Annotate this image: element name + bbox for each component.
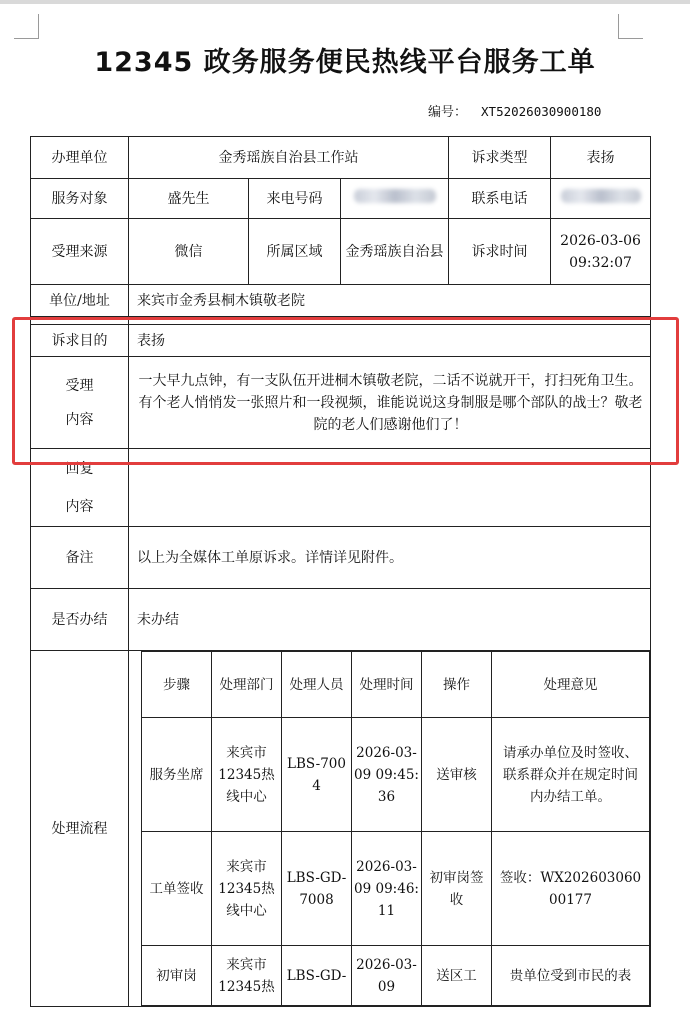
serial-label: 编号： — [428, 105, 468, 120]
flow-row — [142, 832, 650, 946]
content-label-line1: 受理 — [65, 377, 94, 394]
purpose-value: 表扬 — [129, 325, 651, 357]
crop-mark-top-left — [14, 14, 39, 39]
flow-row — [142, 718, 650, 832]
content-label — [31, 357, 129, 449]
serial-number — [428, 101, 601, 120]
flow-step: 服务坐席 — [142, 718, 212, 832]
flow-dept: 来宾市12345热 — [212, 946, 282, 1006]
target-label: 服务对象 — [31, 179, 129, 219]
flow-opinion: 签收：WX20260306000177 — [492, 832, 650, 946]
flow-row — [142, 946, 650, 1006]
flow-time: 2026-03-09 — [352, 946, 422, 1006]
flow-step: 初审岗 — [142, 946, 212, 1006]
contact-value-redacted — [551, 179, 651, 219]
reply-label-line2: 内容 — [65, 498, 94, 515]
page-top-edge — [0, 0, 690, 4]
note-value: 以上为全媒体工单原诉求。详情详见附件。 — [129, 527, 651, 589]
flow-header-person: 处理人员 — [282, 652, 352, 718]
type-value: 表扬 — [551, 137, 651, 179]
content-value: 一大早九点钟，有一支队伍开进桐木镇敬老院，二话不说就开干，打扫死角卫生。有个老人悄悄发一张照片和一段视频，谁能说说这身制服是哪个部队的战士？敬老院的老人们感谢他们了！ — [129, 357, 651, 449]
flow-person: LBS-GD- — [282, 946, 352, 1006]
redaction-blur — [354, 189, 436, 203]
flow-time: 2026-03-09 09:46:11 — [352, 832, 422, 946]
flow-op: 初审岗签收 — [422, 832, 492, 946]
flow-container — [129, 651, 651, 1007]
phone-label: 来电号码 — [249, 179, 341, 219]
unit-value: 金秀瑶族自治县工作站 — [129, 137, 449, 179]
work-order-table — [30, 136, 651, 1007]
document-title: 12345 政务服务便民热线平台服务工单 — [94, 47, 596, 78]
time-date: 2026-03-06 — [560, 232, 641, 249]
flow-table — [141, 651, 650, 1006]
flow-header-row — [142, 652, 650, 718]
flow-dept: 来宾市12345热线中心 — [212, 832, 282, 946]
target-value: 盛先生 — [129, 179, 249, 219]
address-value: 来宾市金秀县桐木镇敬老院 — [129, 285, 651, 317]
flow-dept: 来宾市12345热线中心 — [212, 718, 282, 832]
done-label: 是否办结 — [31, 589, 129, 651]
flow-opinion: 请承办单位及时签收、联系群众并在规定时间内办结工单。 — [492, 718, 650, 832]
flow-opinion: 贵单位受到市民的表 — [492, 946, 650, 1006]
reply-value — [129, 449, 651, 527]
reply-label-line1: 回复 — [65, 460, 94, 477]
serial-value: XT52026030900180 — [481, 104, 602, 119]
flow-header-step: 步骤 — [142, 652, 212, 718]
time-label: 诉求时间 — [449, 219, 551, 285]
source-label: 受理来源 — [31, 219, 129, 285]
contact-label: 联系电话 — [449, 179, 551, 219]
reply-label — [31, 449, 129, 527]
flow-op: 送区工 — [422, 946, 492, 1006]
time-value — [551, 219, 651, 285]
region-label: 所属区域 — [249, 219, 341, 285]
flow-step: 工单签收 — [142, 832, 212, 946]
flow-time: 2026-03-09 09:45:36 — [352, 718, 422, 832]
region-value: 金秀瑶族自治县 — [341, 219, 449, 285]
address-label: 单位/地址 — [31, 285, 129, 317]
redaction-blur — [561, 189, 641, 203]
flow-header-op: 操作 — [422, 652, 492, 718]
flow-header-opinion: 处理意见 — [492, 652, 650, 718]
unit-label: 办理单位 — [31, 137, 129, 179]
source-value: 微信 — [129, 219, 249, 285]
type-label: 诉求类型 — [449, 137, 551, 179]
time-clock: 09:32:07 — [569, 254, 632, 271]
flow-person: LBS-7004 — [282, 718, 352, 832]
content-label-line2: 内容 — [65, 411, 94, 428]
flow-person: LBS-GD-7008 — [282, 832, 352, 946]
purpose-label: 诉求目的 — [31, 325, 129, 357]
note-label: 备注 — [31, 527, 129, 589]
flow-label: 处理流程 — [31, 651, 129, 1007]
crop-mark-top-right — [618, 14, 643, 39]
done-value: 未办结 — [129, 589, 651, 651]
flow-header-time: 处理时间 — [352, 652, 422, 718]
flow-op: 送审核 — [422, 718, 492, 832]
flow-header-dept: 处理部门 — [212, 652, 282, 718]
phone-value-redacted — [341, 179, 449, 219]
